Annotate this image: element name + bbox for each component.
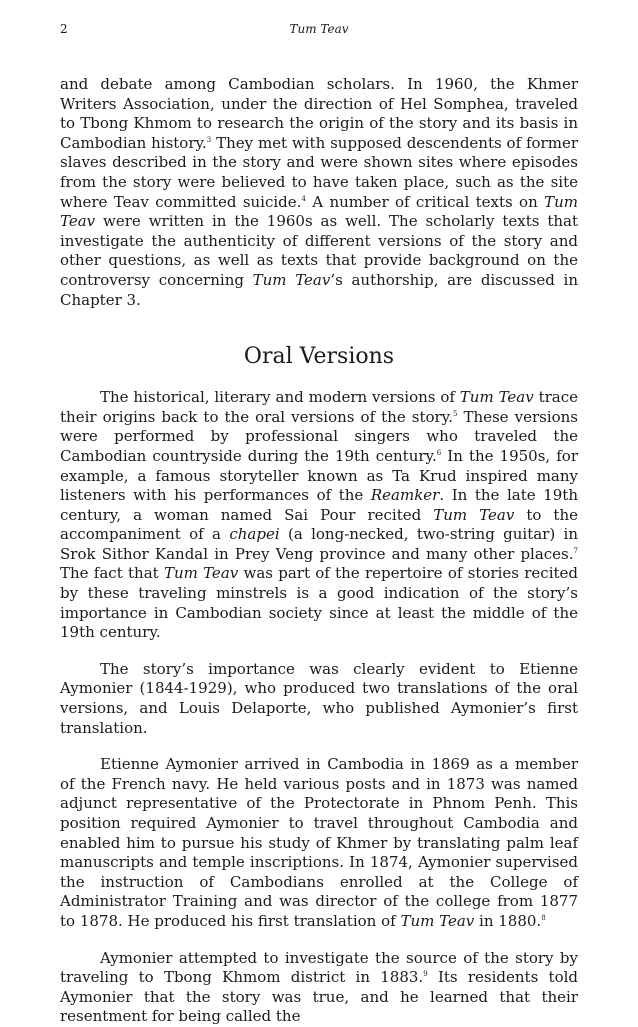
italic-title: Tum Teav [459,388,534,407]
footnote-ref: 5 [452,409,458,418]
text-run: The story’s importance was clearly evident to Etienne Aymonier (1844-1929), who produced two translations of the oral versions, and Louis Delaporte, who published Aymonier’s first translation. [60,659,578,737]
footnote-ref: 7 [573,546,578,555]
text-run: Its residents told Aymonier that the story was true, and he learned that their resentment for being called the [60,968,578,1026]
text-run: A number of critical texts on [305,192,545,211]
text-run: They met with supposed descendents of former slaves described in the story and were shown sites where episodes from the story were believed to have taken place, such as the site where Teav committed suicide. [60,133,578,211]
italic-title: Tum Teav [400,911,475,930]
text-run: The historical, literary and modern versions of [100,388,460,407]
italic-title: Tum Teav [163,564,239,583]
page-number: 2 [60,22,68,36]
text-run: Aymonier attempted to investigate the source of the story by traveling to Tbong Khmom district in 1883. [60,948,578,987]
text-run: The fact that [60,564,164,583]
footnote-ref: 3 [206,135,212,144]
text-run: ’s authorship, are discussed in Chapter 3. [60,270,578,309]
text-run: (a long-necked, two-string guitar) in Srok Sithor Kandal in Prey Veng province and many other places. [60,525,578,563]
text-run: to the accompaniment of a [60,505,578,544]
footnote-ref: 8 [541,913,546,922]
paragraph-aymonier-investigation [60,949,578,1027]
italic-title: Tum Teav [60,192,578,231]
italic-title: Tum Teav [252,270,331,289]
paragraph-oral-origins [60,388,578,643]
italic-title: Reamker [370,486,440,505]
text-run: and debate among Cambodian scholars. In 1960, the Khmer Writers Association, under the direction of Hel Somphea, traveled to Tbong Khmom to research the origin of the story and its basis in Cambodian history. [60,75,578,152]
footnote-ref: 9 [423,970,428,979]
paragraph-aymonier-career [60,755,578,931]
text-run: trace their origins back to the oral versions of the story. [60,388,578,426]
running-header [60,22,578,40]
footnote-ref: 4 [301,194,306,203]
paragraph-intro [60,75,578,310]
text-run: were written in the 1960s as well. The scholarly texts that investigate the authenticity of different versions of the story and other questions, as well as texts that provide background on the controversy concerning [60,212,578,289]
italic-title: Tum Teav [433,505,515,524]
text-run: in 1880. [474,911,542,930]
text-run: These versions were performed by professional singers who traveled the Cambodian countryside during the 19th century. [60,407,578,465]
section-heading: Oral Versions [243,344,395,370]
text-run: was part of the repertoire of stories recited by these traveling minstrels is a good indication of the story’s importance in Cambodian society since at least the middle of the 19th century. [60,564,578,642]
text-run: . In the late 19th century, a woman named Sai Pour recited [60,486,578,524]
paragraph-aymonier-importance [60,660,578,738]
text-run: Etienne Aymonier arrived in Cambodia in 1869 as a member of the French navy. He held various posts and in 1873 was named adjunct representative of the Protectorate in Phnom Penh. This position required Aymonier to travel throughout Cambodia and enabled him to pursue his study of Khmer by translating palm leaf manuscripts and temple inscriptions. In 1874, Aymonier supervised the instruction of Cambodians enrolled at the College of Administrator Training and was director of the college from 1877 to 1878. He produced his first translation of [60,755,578,930]
body-text [60,75,578,1027]
running-title: Tum Teav [289,22,349,36]
footnote-ref: 6 [436,448,442,457]
italic-title: chapei [229,525,280,544]
text-run: In the 1950s, for example, a famous storyteller known as Ta Krud inspired many listeners with his performances of the [60,446,578,505]
